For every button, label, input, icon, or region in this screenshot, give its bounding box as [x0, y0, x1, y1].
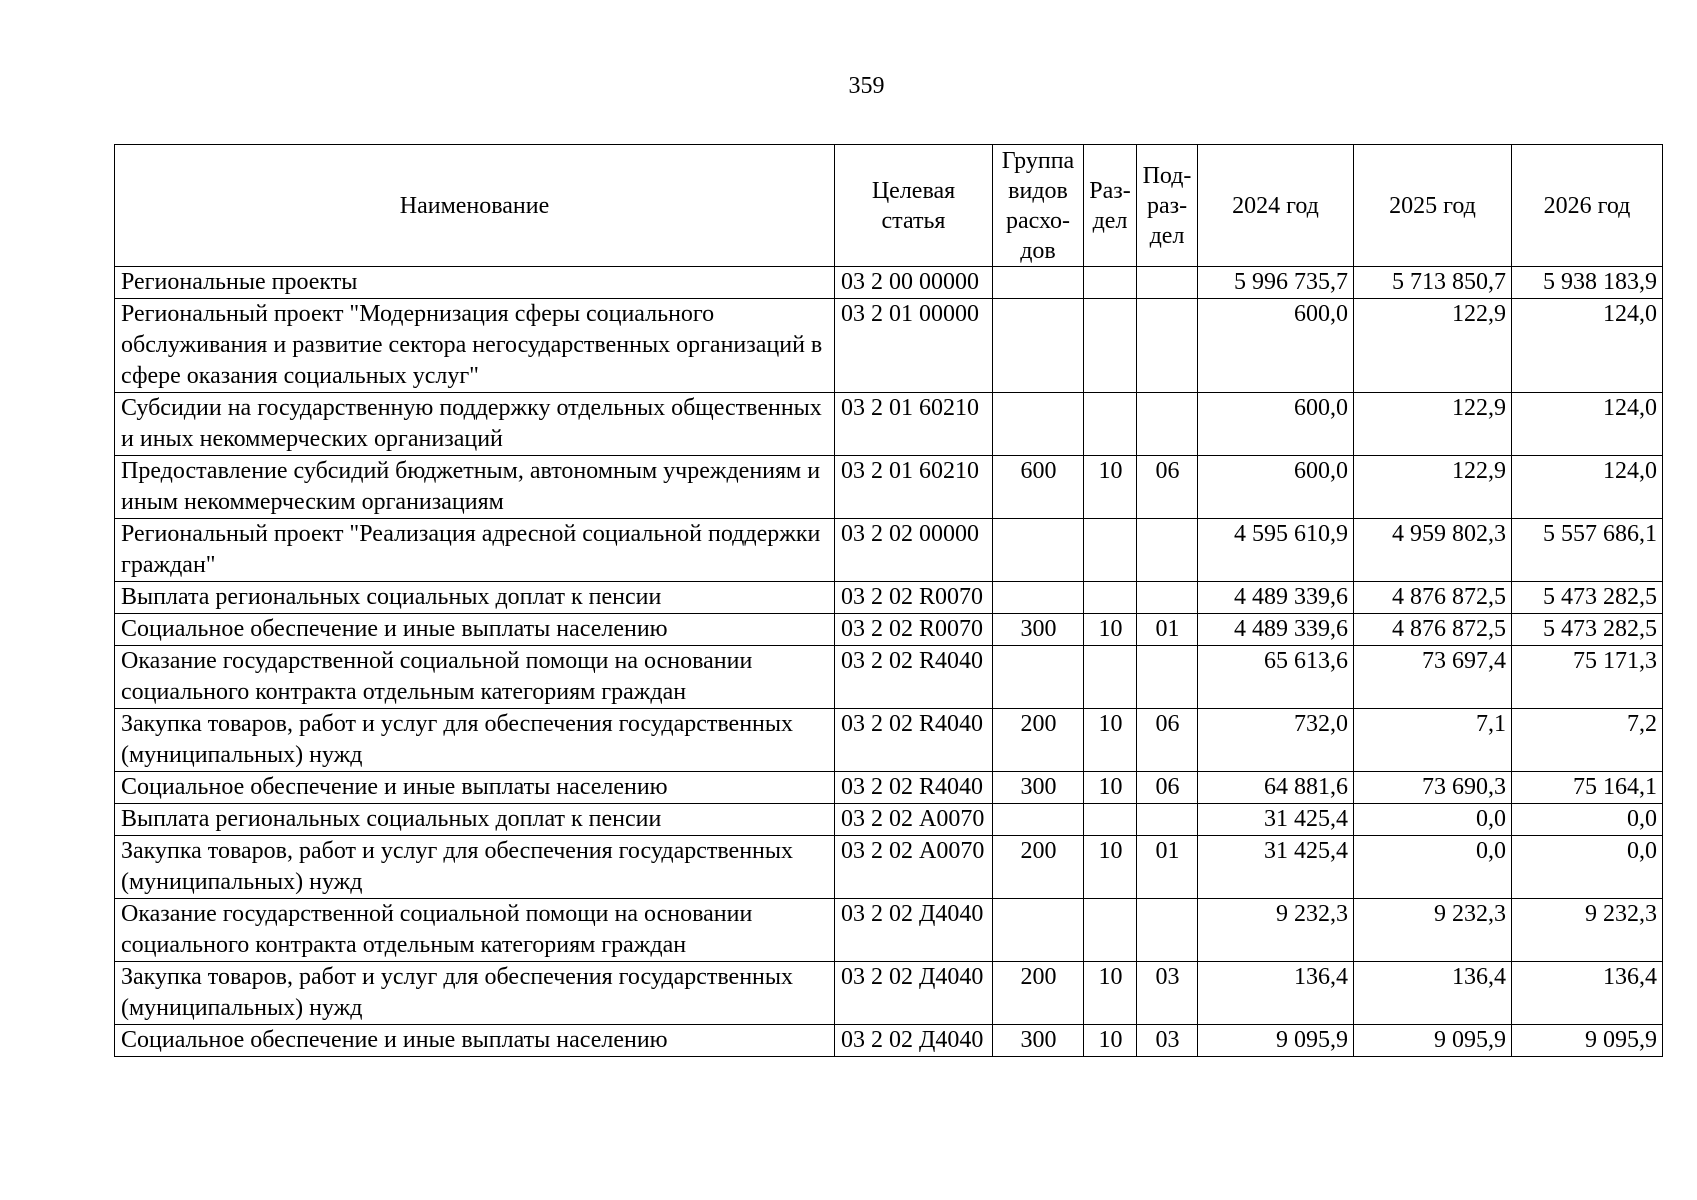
cell-section: 10	[1084, 962, 1137, 1025]
cell-name: Региональный проект "Реализация адресной социальной поддержки граждан"	[115, 519, 835, 582]
header-name: Наименование	[115, 145, 835, 267]
cell-expense-group: 600	[993, 456, 1084, 519]
cell-year-2024: 31 425,4	[1198, 804, 1354, 836]
cell-section	[1084, 267, 1137, 299]
cell-subsection	[1137, 646, 1198, 709]
cell-year-2026: 124,0	[1512, 393, 1663, 456]
cell-target-article: 03 2 02 А0070	[835, 804, 993, 836]
header-year-2025: 2025 год	[1354, 145, 1512, 267]
cell-subsection: 03	[1137, 1025, 1198, 1057]
cell-year-2025: 4 876 872,5	[1354, 582, 1512, 614]
cell-subsection	[1137, 267, 1198, 299]
cell-section	[1084, 899, 1137, 962]
cell-section: 10	[1084, 1025, 1137, 1057]
cell-target-article: 03 2 02 R4040	[835, 772, 993, 804]
cell-year-2025: 0,0	[1354, 836, 1512, 899]
cell-year-2026: 124,0	[1512, 299, 1663, 393]
cell-section	[1084, 299, 1137, 393]
cell-year-2026: 5 938 183,9	[1512, 267, 1663, 299]
cell-year-2024: 600,0	[1198, 456, 1354, 519]
table-row	[115, 646, 1663, 709]
cell-year-2024: 4 489 339,6	[1198, 614, 1354, 646]
cell-name: Социальное обеспечение и иные выплаты населению	[115, 1025, 835, 1057]
cell-year-2025: 122,9	[1354, 393, 1512, 456]
table-row	[115, 804, 1663, 836]
cell-expense-group	[993, 646, 1084, 709]
cell-year-2024: 4 595 610,9	[1198, 519, 1354, 582]
table-row	[115, 456, 1663, 519]
cell-target-article: 03 2 02 00000	[835, 519, 993, 582]
cell-year-2026: 9 232,3	[1512, 899, 1663, 962]
cell-expense-group: 200	[993, 836, 1084, 899]
header-year-2024: 2024 год	[1198, 145, 1354, 267]
cell-name: Социальное обеспечение и иные выплаты населению	[115, 614, 835, 646]
cell-year-2025: 0,0	[1354, 804, 1512, 836]
cell-year-2024: 31 425,4	[1198, 836, 1354, 899]
cell-target-article: 03 2 02 R4040	[835, 646, 993, 709]
cell-year-2024: 9 232,3	[1198, 899, 1354, 962]
cell-name: Предоставление субсидий бюджетным, автономным учреждениям и иным некоммерческим организациям	[115, 456, 835, 519]
cell-year-2026: 5 473 282,5	[1512, 582, 1663, 614]
cell-expense-group	[993, 899, 1084, 962]
cell-target-article: 03 2 02 Д4040	[835, 899, 993, 962]
cell-subsection: 01	[1137, 614, 1198, 646]
cell-section: 10	[1084, 709, 1137, 772]
cell-year-2024: 5 996 735,7	[1198, 267, 1354, 299]
cell-subsection: 06	[1137, 772, 1198, 804]
cell-name: Закупка товаров, работ и услуг для обеспечения государственных (муниципальных) нужд	[115, 962, 835, 1025]
header-target-article: Целевая статья	[835, 145, 993, 267]
cell-expense-group	[993, 393, 1084, 456]
header-expense-group: Группа видов расхо- дов	[993, 145, 1084, 267]
cell-target-article: 03 2 02 А0070	[835, 836, 993, 899]
cell-subsection	[1137, 519, 1198, 582]
cell-year-2026: 5 473 282,5	[1512, 614, 1663, 646]
cell-section: 10	[1084, 836, 1137, 899]
table-row	[115, 899, 1663, 962]
cell-year-2025: 136,4	[1354, 962, 1512, 1025]
cell-expense-group: 300	[993, 614, 1084, 646]
cell-target-article: 03 2 02 Д4040	[835, 962, 993, 1025]
cell-expense-group: 300	[993, 772, 1084, 804]
cell-subsection: 06	[1137, 456, 1198, 519]
cell-expense-group: 200	[993, 962, 1084, 1025]
page-number: 359	[848, 73, 885, 99]
cell-year-2024: 4 489 339,6	[1198, 582, 1354, 614]
cell-expense-group	[993, 519, 1084, 582]
table-row	[115, 393, 1663, 456]
cell-target-article: 03 2 01 60210	[835, 456, 993, 519]
cell-target-article: 03 2 02 R0070	[835, 614, 993, 646]
cell-name: Оказание государственной социальной помощи на основании социального контракта отдельным категориям граждан	[115, 646, 835, 709]
cell-subsection	[1137, 299, 1198, 393]
cell-year-2025: 9 095,9	[1354, 1025, 1512, 1057]
cell-subsection	[1137, 582, 1198, 614]
cell-section	[1084, 646, 1137, 709]
cell-subsection: 01	[1137, 836, 1198, 899]
cell-year-2025: 5 713 850,7	[1354, 267, 1512, 299]
cell-year-2024: 136,4	[1198, 962, 1354, 1025]
cell-year-2025: 122,9	[1354, 299, 1512, 393]
table-row	[115, 614, 1663, 646]
cell-expense-group	[993, 804, 1084, 836]
table-row	[115, 772, 1663, 804]
cell-subsection	[1137, 899, 1198, 962]
cell-year-2025: 7,1	[1354, 709, 1512, 772]
cell-expense-group: 200	[993, 709, 1084, 772]
table-header-row	[115, 145, 1663, 267]
cell-subsection	[1137, 804, 1198, 836]
cell-year-2024: 732,0	[1198, 709, 1354, 772]
cell-year-2026: 0,0	[1512, 836, 1663, 899]
table-row	[115, 582, 1663, 614]
cell-year-2026: 5 557 686,1	[1512, 519, 1663, 582]
cell-year-2026: 75 164,1	[1512, 772, 1663, 804]
cell-name: Оказание государственной социальной помощи на основании социального контракта отдельным категориям граждан	[115, 899, 835, 962]
cell-name: Выплата региональных социальных доплат к пенсии	[115, 804, 835, 836]
cell-expense-group	[993, 299, 1084, 393]
cell-year-2025: 73 697,4	[1354, 646, 1512, 709]
cell-year-2026: 75 171,3	[1512, 646, 1663, 709]
cell-year-2024: 9 095,9	[1198, 1025, 1354, 1057]
cell-subsection: 06	[1137, 709, 1198, 772]
cell-section	[1084, 519, 1137, 582]
cell-target-article: 03 2 02 R4040	[835, 709, 993, 772]
cell-section: 10	[1084, 614, 1137, 646]
cell-year-2024: 600,0	[1198, 393, 1354, 456]
cell-year-2024: 600,0	[1198, 299, 1354, 393]
cell-expense-group	[993, 582, 1084, 614]
cell-year-2026: 9 095,9	[1512, 1025, 1663, 1057]
table-row	[115, 836, 1663, 899]
cell-expense-group: 300	[993, 1025, 1084, 1057]
cell-target-article: 03 2 01 60210	[835, 393, 993, 456]
table-row	[115, 267, 1663, 299]
cell-year-2025: 4 876 872,5	[1354, 614, 1512, 646]
table-body	[115, 267, 1663, 1057]
cell-name: Закупка товаров, работ и услуг для обеспечения государственных (муниципальных) нужд	[115, 709, 835, 772]
cell-year-2026: 124,0	[1512, 456, 1663, 519]
cell-name: Выплата региональных социальных доплат к пенсии	[115, 582, 835, 614]
table-row	[115, 519, 1663, 582]
cell-name: Социальное обеспечение и иные выплаты населению	[115, 772, 835, 804]
cell-year-2026: 136,4	[1512, 962, 1663, 1025]
header-year-2026: 2026 год	[1512, 145, 1663, 267]
cell-year-2025: 9 232,3	[1354, 899, 1512, 962]
cell-target-article: 03 2 02 Д4040	[835, 1025, 993, 1057]
cell-year-2026: 0,0	[1512, 804, 1663, 836]
cell-year-2026: 7,2	[1512, 709, 1663, 772]
cell-year-2025: 122,9	[1354, 456, 1512, 519]
cell-name: Региональные проекты	[115, 267, 835, 299]
cell-year-2025: 73 690,3	[1354, 772, 1512, 804]
header-section: Раз- дел	[1084, 145, 1137, 267]
cell-subsection	[1137, 393, 1198, 456]
cell-section: 10	[1084, 456, 1137, 519]
cell-year-2024: 65 613,6	[1198, 646, 1354, 709]
cell-name: Субсидии на государственную поддержку отдельных общественных и иных некоммерческих организаций	[115, 393, 835, 456]
table-row	[115, 299, 1663, 393]
cell-name: Региональный проект "Модернизация сферы социального обслуживания и развитие сектора негосударственных организаций в сфере оказания социальных услуг"	[115, 299, 835, 393]
budget-table	[114, 144, 1663, 1057]
cell-year-2024: 64 881,6	[1198, 772, 1354, 804]
cell-target-article: 03 2 01 00000	[835, 299, 993, 393]
cell-target-article: 03 2 02 R0070	[835, 582, 993, 614]
cell-expense-group	[993, 267, 1084, 299]
cell-subsection: 03	[1137, 962, 1198, 1025]
table-row	[115, 962, 1663, 1025]
header-subsection: Под- раз- дел	[1137, 145, 1198, 267]
cell-year-2025: 4 959 802,3	[1354, 519, 1512, 582]
cell-section	[1084, 582, 1137, 614]
cell-section	[1084, 393, 1137, 456]
cell-name: Закупка товаров, работ и услуг для обеспечения государственных (муниципальных) нужд	[115, 836, 835, 899]
cell-section: 10	[1084, 772, 1137, 804]
table-row	[115, 709, 1663, 772]
cell-target-article: 03 2 00 00000	[835, 267, 993, 299]
cell-section	[1084, 804, 1137, 836]
table-row	[115, 1025, 1663, 1057]
